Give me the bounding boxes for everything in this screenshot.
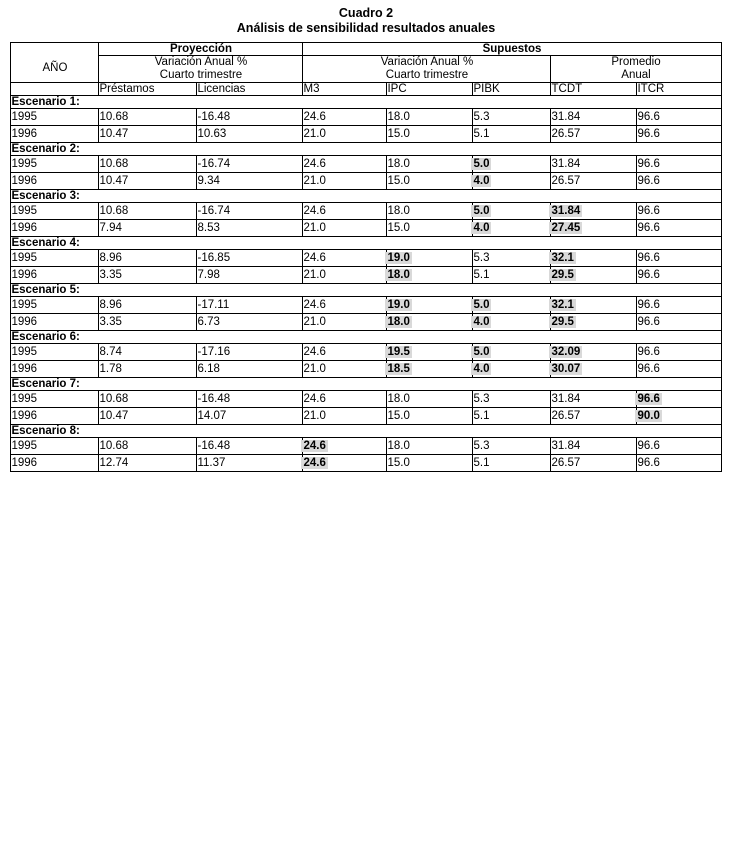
scenario-header-row xyxy=(11,143,721,156)
cell-itcr: 96.6 xyxy=(637,173,721,190)
cell-licencias: -16.74 xyxy=(197,156,303,173)
header-col-pibk: PIBK xyxy=(473,83,551,96)
cell-year: 1995 xyxy=(11,203,99,220)
promedio-line1: Promedio xyxy=(611,56,661,68)
cell-tcdt: 31.84 xyxy=(551,156,637,173)
cell-pibk: 5.3 xyxy=(473,250,551,267)
cell-licencias: -16.48 xyxy=(197,109,303,126)
cell-licencias: 8.53 xyxy=(197,220,303,237)
table-row xyxy=(11,361,721,378)
table-row xyxy=(11,156,721,173)
cell-m3: 21.0 xyxy=(303,408,387,425)
scenario-header-row xyxy=(11,378,721,391)
cell-pibk xyxy=(473,314,551,331)
cell-prestamos: 10.47 xyxy=(99,408,197,425)
variacion-proy-line2: Cuarto trimestre xyxy=(159,69,243,81)
header-columns-row xyxy=(11,83,721,96)
cell-licencias: 10.63 xyxy=(197,126,303,143)
scenario-header-row xyxy=(11,425,721,438)
cell-prestamos: 10.68 xyxy=(99,109,197,126)
header-col-m3: M3 xyxy=(303,83,387,96)
cell-tcdt xyxy=(551,297,637,314)
cell-ipc: 18.0 xyxy=(387,203,473,220)
highlighted-value: 24.6 xyxy=(303,457,326,469)
highlighted-value: 5.0 xyxy=(473,158,490,170)
highlighted-value: 29.5 xyxy=(551,316,574,328)
cell-pibk xyxy=(473,173,551,190)
cell-licencias: -16.85 xyxy=(197,250,303,267)
cell-itcr: 96.6 xyxy=(637,314,721,331)
cell-year: 1996 xyxy=(11,408,99,425)
header-promedio-anual xyxy=(551,56,721,83)
cell-ipc: 15.0 xyxy=(387,220,473,237)
table-body xyxy=(11,96,721,472)
variacion-proy-line1: Variación Anual % xyxy=(154,56,248,68)
cell-itcr: 96.6 xyxy=(637,297,721,314)
cell-pibk xyxy=(473,361,551,378)
table-row xyxy=(11,250,721,267)
cell-pibk xyxy=(473,344,551,361)
cell-year: 1996 xyxy=(11,220,99,237)
cell-ipc: 15.0 xyxy=(387,173,473,190)
cell-m3: 21.0 xyxy=(303,361,387,378)
cell-year: 1996 xyxy=(11,267,99,284)
cell-ipc xyxy=(387,361,473,378)
cell-m3: 24.6 xyxy=(303,344,387,361)
cell-ipc xyxy=(387,344,473,361)
highlighted-value: 4.0 xyxy=(473,222,490,234)
cell-pibk: 5.1 xyxy=(473,126,551,143)
scenario-label: Escenario 6: xyxy=(11,331,721,344)
table-row xyxy=(11,344,721,361)
cell-itcr: 96.6 xyxy=(637,438,721,455)
cell-tcdt xyxy=(551,314,637,331)
cell-licencias: 7.98 xyxy=(197,267,303,284)
cell-pibk: 5.3 xyxy=(473,391,551,408)
table-header xyxy=(11,43,721,96)
header-group-row xyxy=(11,43,721,56)
variacion-sup-line2: Cuarto trimestre xyxy=(385,69,469,81)
cell-prestamos: 7.94 xyxy=(99,220,197,237)
scenario-label: Escenario 2: xyxy=(11,143,721,156)
cell-m3: 24.6 xyxy=(303,391,387,408)
cell-pibk xyxy=(473,203,551,220)
promedio-line2: Anual xyxy=(621,69,651,81)
cell-m3: 24.6 xyxy=(303,203,387,220)
cell-m3 xyxy=(303,438,387,455)
cell-licencias: 6.18 xyxy=(197,361,303,378)
cell-year: 1995 xyxy=(11,438,99,455)
header-variacion-proyeccion xyxy=(99,56,303,83)
cell-m3: 21.0 xyxy=(303,267,387,284)
cell-m3: 24.6 xyxy=(303,156,387,173)
cell-licencias: -16.48 xyxy=(197,438,303,455)
scenario-label: Escenario 5: xyxy=(11,284,721,297)
highlighted-value: 5.0 xyxy=(473,299,490,311)
cell-year: 1995 xyxy=(11,156,99,173)
cell-tcdt xyxy=(551,250,637,267)
scenario-header-row xyxy=(11,190,721,203)
header-variacion-supuestos xyxy=(303,56,551,83)
scenario-header-row xyxy=(11,237,721,250)
cell-year: 1996 xyxy=(11,314,99,331)
cell-m3: 24.6 xyxy=(303,109,387,126)
cell-itcr: 96.6 xyxy=(637,203,721,220)
scenario-header-row xyxy=(11,284,721,297)
cell-itcr xyxy=(637,408,721,425)
highlighted-value: 5.0 xyxy=(473,346,490,358)
header-col-prestamos: Préstamos xyxy=(99,83,197,96)
cell-ipc xyxy=(387,314,473,331)
cell-tcdt: 26.57 xyxy=(551,173,637,190)
cell-tcdt: 26.57 xyxy=(551,408,637,425)
cell-m3: 21.0 xyxy=(303,314,387,331)
table-row xyxy=(11,220,721,237)
highlighted-value: 4.0 xyxy=(473,363,490,375)
highlighted-value: 19.0 xyxy=(387,299,410,311)
cell-prestamos: 8.96 xyxy=(99,297,197,314)
cell-year: 1995 xyxy=(11,250,99,267)
cell-tcdt: 26.57 xyxy=(551,455,637,472)
cell-itcr: 96.6 xyxy=(637,267,721,284)
cell-year: 1995 xyxy=(11,344,99,361)
highlighted-value: 19.0 xyxy=(387,252,410,264)
scenario-header-row xyxy=(11,331,721,344)
table-row xyxy=(11,126,721,143)
cell-ipc: 15.0 xyxy=(387,408,473,425)
cell-tcdt xyxy=(551,220,637,237)
table-row xyxy=(11,408,721,425)
cell-tcdt xyxy=(551,361,637,378)
cell-year: 1996 xyxy=(11,173,99,190)
cell-prestamos: 3.35 xyxy=(99,314,197,331)
header-group-proyeccion: Proyección xyxy=(99,43,303,56)
cell-ipc xyxy=(387,250,473,267)
cell-pibk xyxy=(473,156,551,173)
variacion-sup-line1: Variación Anual % xyxy=(380,56,474,68)
cell-licencias: 9.34 xyxy=(197,173,303,190)
cell-itcr: 96.6 xyxy=(637,361,721,378)
cell-m3: 21.0 xyxy=(303,173,387,190)
cell-ipc: 18.0 xyxy=(387,438,473,455)
table-row xyxy=(11,314,721,331)
cell-prestamos: 8.96 xyxy=(99,250,197,267)
cell-pibk: 5.1 xyxy=(473,408,551,425)
cell-tcdt: 31.84 xyxy=(551,109,637,126)
highlighted-value: 90.0 xyxy=(637,410,660,422)
cell-year: 1995 xyxy=(11,109,99,126)
cell-prestamos: 10.68 xyxy=(99,391,197,408)
highlighted-value: 31.84 xyxy=(551,205,581,217)
cell-prestamos: 1.78 xyxy=(99,361,197,378)
highlighted-value: 5.0 xyxy=(473,205,490,217)
cell-m3: 21.0 xyxy=(303,220,387,237)
highlighted-value: 29.5 xyxy=(551,269,574,281)
cell-prestamos: 10.68 xyxy=(99,203,197,220)
cell-tcdt xyxy=(551,203,637,220)
highlighted-value: 32.09 xyxy=(551,346,581,358)
header-corner-blank xyxy=(11,43,99,56)
cell-ipc: 15.0 xyxy=(387,126,473,143)
scenario-header-row xyxy=(11,96,721,109)
cell-prestamos: 10.47 xyxy=(99,126,197,143)
scenario-label: Escenario 4: xyxy=(11,237,721,250)
header-col-licencias: Licencias xyxy=(197,83,303,96)
cell-pibk: 5.1 xyxy=(473,267,551,284)
scenario-label: Escenario 1: xyxy=(11,96,721,109)
cell-year: 1996 xyxy=(11,361,99,378)
cell-ipc xyxy=(387,297,473,314)
highlighted-value: 24.6 xyxy=(303,440,326,452)
title-line-1: Cuadro 2 xyxy=(338,6,394,20)
cell-licencias: -17.11 xyxy=(197,297,303,314)
cell-tcdt: 31.84 xyxy=(551,391,637,408)
cell-licencias: 6.73 xyxy=(197,314,303,331)
cell-itcr: 96.6 xyxy=(637,220,721,237)
header-col-tcdt: TCDT xyxy=(551,83,637,96)
table-row xyxy=(11,391,721,408)
cell-pibk xyxy=(473,297,551,314)
highlighted-value: 18.0 xyxy=(387,269,410,281)
cell-ipc: 18.0 xyxy=(387,391,473,408)
cell-year: 1996 xyxy=(11,126,99,143)
highlighted-value: 96.6 xyxy=(637,393,660,405)
cell-licencias: -16.74 xyxy=(197,203,303,220)
cell-itcr: 96.6 xyxy=(637,455,721,472)
cell-licencias: 14.07 xyxy=(197,408,303,425)
scenario-label: Escenario 3: xyxy=(11,190,721,203)
scenario-label: Escenario 7: xyxy=(11,378,721,391)
highlighted-value: 4.0 xyxy=(473,316,490,328)
cell-prestamos: 10.68 xyxy=(99,156,197,173)
table-row xyxy=(11,203,721,220)
scenario-label: Escenario 8: xyxy=(11,425,721,438)
header-subgroup-row xyxy=(11,56,721,83)
highlighted-value: 32.1 xyxy=(551,252,574,264)
cell-licencias: -17.16 xyxy=(197,344,303,361)
cell-year: 1996 xyxy=(11,455,99,472)
cell-m3: 21.0 xyxy=(303,126,387,143)
cell-tcdt xyxy=(551,267,637,284)
cell-prestamos: 3.35 xyxy=(99,267,197,284)
cell-prestamos: 8.74 xyxy=(99,344,197,361)
table-row xyxy=(11,455,721,472)
cell-m3: 24.6 xyxy=(303,250,387,267)
cell-prestamos: 10.68 xyxy=(99,438,197,455)
cell-itcr: 96.6 xyxy=(637,250,721,267)
cell-itcr: 96.6 xyxy=(637,344,721,361)
cell-ipc: 18.0 xyxy=(387,156,473,173)
cell-tcdt xyxy=(551,344,637,361)
cell-pibk xyxy=(473,220,551,237)
title-line-2: Análisis de sensibilidad resultados anuales xyxy=(236,21,496,35)
cell-year: 1995 xyxy=(11,391,99,408)
cell-itcr xyxy=(637,391,721,408)
cell-itcr: 96.6 xyxy=(637,126,721,143)
cell-prestamos: 10.47 xyxy=(99,173,197,190)
highlighted-value: 18.0 xyxy=(387,316,410,328)
header-col-itcr: ITCR xyxy=(637,83,721,96)
highlighted-value: 19.5 xyxy=(387,346,410,358)
header-year-label: AÑO xyxy=(11,56,99,83)
table-row xyxy=(11,109,721,126)
cell-m3 xyxy=(303,455,387,472)
table-row xyxy=(11,173,721,190)
cell-ipc: 18.0 xyxy=(387,109,473,126)
highlighted-value: 32.1 xyxy=(551,299,574,311)
highlighted-value: 27.45 xyxy=(551,222,581,234)
table-row xyxy=(11,438,721,455)
sensitivity-table xyxy=(10,42,721,472)
cell-prestamos: 12.74 xyxy=(99,455,197,472)
cell-m3: 24.6 xyxy=(303,297,387,314)
cell-tcdt: 31.84 xyxy=(551,438,637,455)
cell-tcdt: 26.57 xyxy=(551,126,637,143)
highlighted-value: 18.5 xyxy=(387,363,410,375)
cell-ipc xyxy=(387,267,473,284)
cell-licencias: -16.48 xyxy=(197,391,303,408)
cell-itcr: 96.6 xyxy=(637,109,721,126)
cell-year: 1995 xyxy=(11,297,99,314)
cell-ipc: 15.0 xyxy=(387,455,473,472)
table-row xyxy=(11,267,721,284)
table-title xyxy=(10,6,722,36)
highlighted-value: 30.07 xyxy=(551,363,581,375)
header-blank-year xyxy=(11,83,99,96)
cell-pibk: 5.3 xyxy=(473,438,551,455)
header-group-supuestos: Supuestos xyxy=(303,43,721,56)
cell-pibk: 5.1 xyxy=(473,455,551,472)
highlighted-value: 4.0 xyxy=(473,175,490,187)
table-row xyxy=(11,297,721,314)
cell-licencias: 11.37 xyxy=(197,455,303,472)
header-col-ipc: IPC xyxy=(387,83,473,96)
cell-itcr: 96.6 xyxy=(637,156,721,173)
cell-pibk: 5.3 xyxy=(473,109,551,126)
